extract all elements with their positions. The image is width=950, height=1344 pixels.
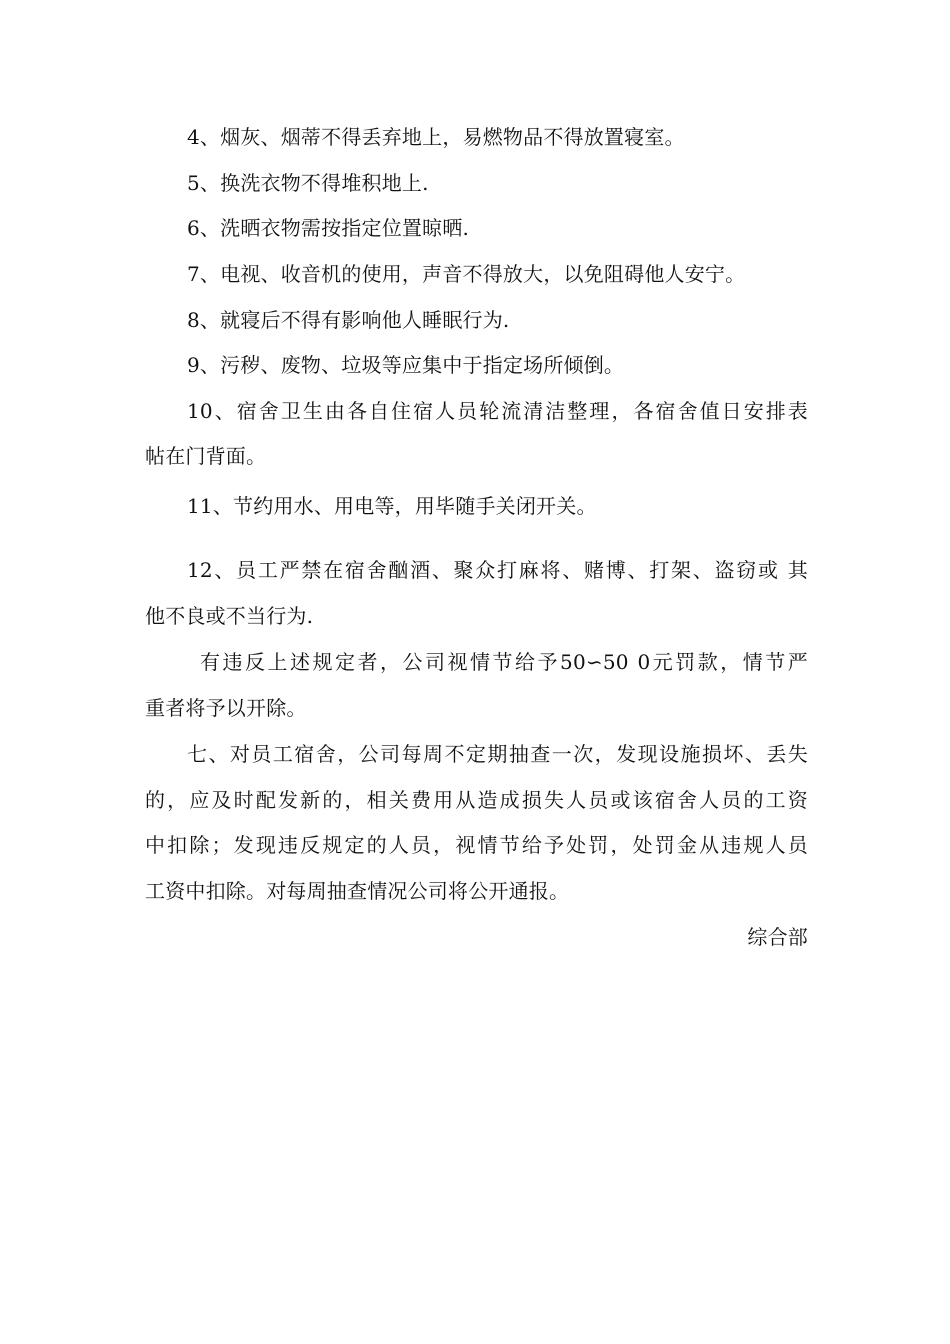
- rule-12-line-1: 12、员工严禁在宿舍酗酒、聚众打麻将、赌博、打架、盗窃或 其: [187, 558, 808, 582]
- signature: 综合部: [747, 925, 808, 949]
- rule-10-line-2: 帖在门背面。: [145, 444, 267, 468]
- rule-10-line-1: 10、宿舍卫生由各自住宿人员轮流清洁整理，各宿舍值日安排表: [187, 399, 808, 423]
- section-7-line-4: 工资中扣除。对每周抽查情况公司将公开通报。: [145, 879, 570, 903]
- rule-11: 11、节约用水、用电等，用毕随手关闭开关。: [187, 494, 597, 518]
- penalty-line-1: 有违反上述规定者，公司视情节给予50∽50 0元罚款，情节严: [200, 650, 808, 674]
- section-7-line-1: 七、对员工宿舍，公司每周不定期抽查一次，发现设施损坏、丢失: [187, 742, 808, 766]
- section-7-line-2: 的，应及时配发新的，相关费用从造成损失人员或该宿舍人员的工资: [145, 788, 808, 812]
- rule-6: 6、洗晒衣物需按指定位置晾晒.: [187, 216, 470, 240]
- rule-5: 5、换洗衣物不得堆积地上.: [187, 171, 429, 195]
- rule-12-line-2: 他不良或不当行为.: [145, 604, 314, 628]
- rule-8: 8、就寝后不得有影响他人睡眠行为.: [187, 308, 510, 332]
- section-7-line-3: 中扣除；发现违反规定的人员，视情节给予处罚，处罚金从违规人员: [145, 833, 808, 857]
- penalty-line-2: 重者将予以开除。: [145, 696, 307, 720]
- rule-7: 7、电视、收音机的使用，声音不得放大，以免阻碍他人安宁。: [187, 262, 746, 286]
- rule-9: 9、污秽、废物、垃圾等应集中于指定场所倾倒。: [187, 353, 625, 377]
- rule-4: 4、烟灰、烟蒂不得丢弃地上，易燃物品不得放置寝室。: [187, 125, 685, 149]
